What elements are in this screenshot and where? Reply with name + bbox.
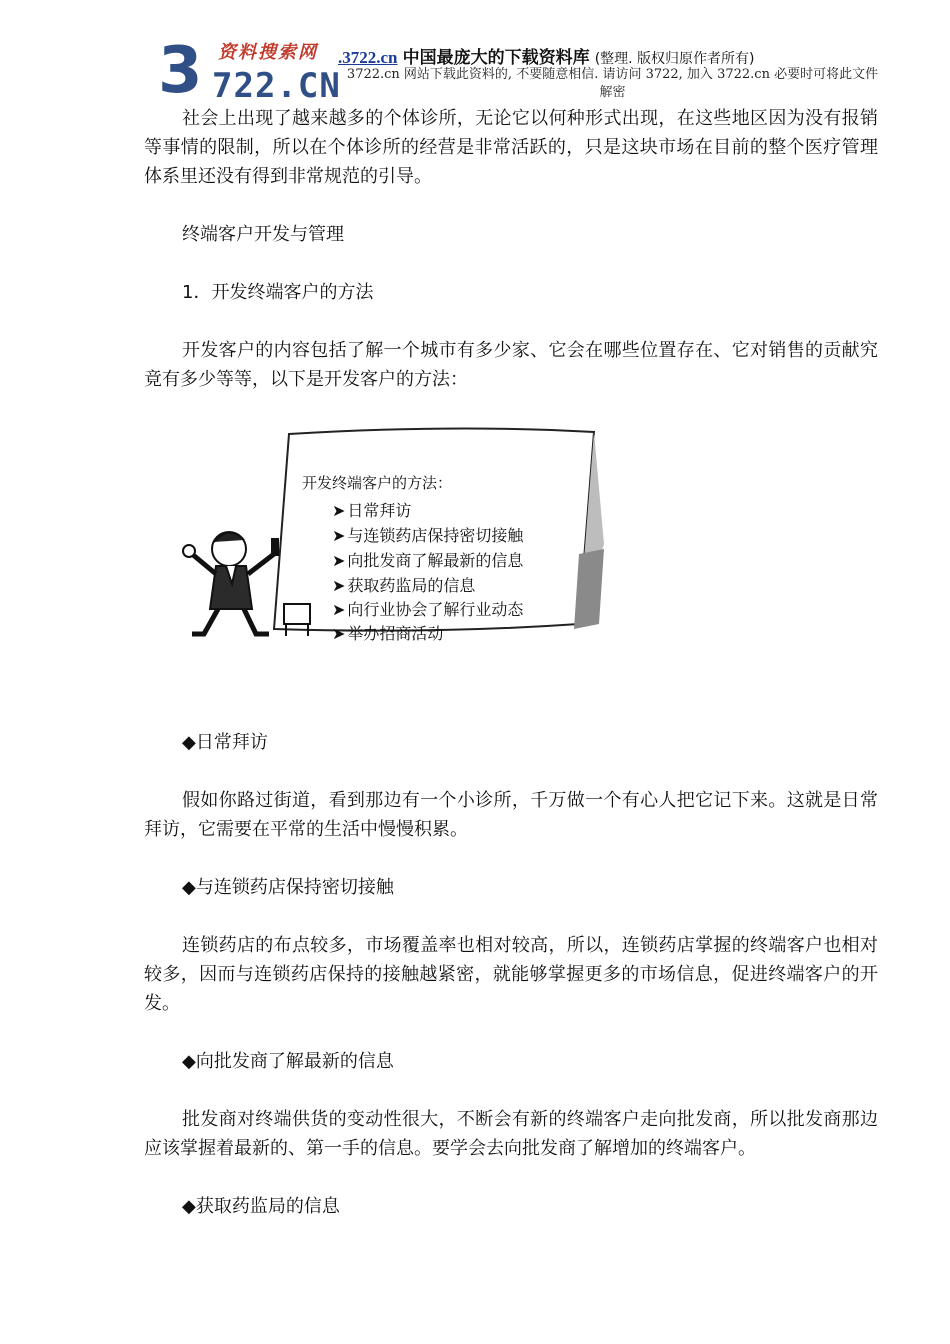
arrow-icon: ➤ <box>332 551 346 570</box>
bullet-heading: ◆日常拜访 <box>182 732 268 753</box>
figure-item: ➤ 与连锁药店保持密切接触 <box>332 526 524 545</box>
paragraph-pharmacy: 连锁药店的布点较多，市场覆盖率也相对较高，所以，连锁药店掌握的终端客户也相对较多，因而与连锁药店保持的接触越紧密，就能够掌握更多的市场信息，促进终端客户的开发。 <box>144 935 878 1014</box>
figure-item: ➤ 向行业协会了解行业动态 <box>332 600 524 619</box>
paragraph-intro: 社会上出现了越来越多的个体诊所，无论它以何种形式出现，在这些地区因为没有报销等事情的限制，所以在个体诊所的经营是非常活跃的，只是这块市场在目前的整个医疗管理体系里还没有得到非常规范的引导。 <box>144 108 878 187</box>
bullet-heading: ◆向批发商了解最新的信息 <box>182 1051 394 1072</box>
figure-item: ➤ 举办招商活动 <box>332 624 444 643</box>
figure-item: ➤ 日常拜访 <box>332 501 412 520</box>
logo-domain: 722.CN <box>212 66 341 106</box>
logo-number: 3 <box>158 34 201 108</box>
site-slogan: 中国最庞大的下载资料库 <box>402 48 590 68</box>
header-line-2: 3722.cn 网站下载此资料的, 不要随意相信. 请访问 3722, 加入 3722.cn 必要时可将此文件解密 <box>346 67 879 100</box>
arrow-icon: ➤ <box>332 624 346 643</box>
paragraph-wholesaler: 批发商对终端供货的变动性很大，不断会有新的终端客户走向批发商，所以批发商那边应该掌握着最新的、第一手的信息。要学会去向批发商了解增加的终端客户。 <box>144 1109 878 1159</box>
paragraph-methods-intro: 开发客户的内容包括了解一个城市有多少家、它会在哪些位置存在、它对销售的贡献究竟有多少等等，以下是开发客户的方法： <box>144 340 878 390</box>
figure-title: 开发终端客户的方法： <box>302 474 453 492</box>
figure-item: ➤ 获取药监局的信息 <box>332 576 476 595</box>
bullet-heading: ◆与连锁药店保持密切接触 <box>182 877 394 898</box>
figure-item: ➤ 向批发商了解最新的信息 <box>332 551 524 570</box>
methods-figure <box>144 424 878 674</box>
logo-chinese-text: 资料搜索网 <box>218 42 318 63</box>
copyright-note: (整理. 版权归原作者所有) <box>594 51 755 67</box>
section-heading: 终端客户开发与管理 <box>182 224 344 245</box>
arrow-icon: ➤ <box>332 501 346 520</box>
arrow-icon: ➤ <box>332 526 346 545</box>
paragraph-daily-visit: 假如你路过街道，看到那边有一个小诊所，千万做一个有心人把它记下来。这就是日常拜访，它需要在平常的生活中慢慢积累。 <box>144 790 878 840</box>
arrow-icon: ➤ <box>332 576 346 595</box>
arrow-icon: ➤ <box>332 600 346 619</box>
site-link[interactable]: .3722.cn <box>338 48 398 67</box>
document-header <box>0 0 950 108</box>
subsection-heading: 1．开发终端客户的方法 <box>182 282 374 303</box>
bullet-heading: ◆获取药监局的信息 <box>182 1196 340 1217</box>
header-line-1 <box>338 43 755 68</box>
site-logo <box>150 32 355 108</box>
document-body <box>144 104 878 1221</box>
